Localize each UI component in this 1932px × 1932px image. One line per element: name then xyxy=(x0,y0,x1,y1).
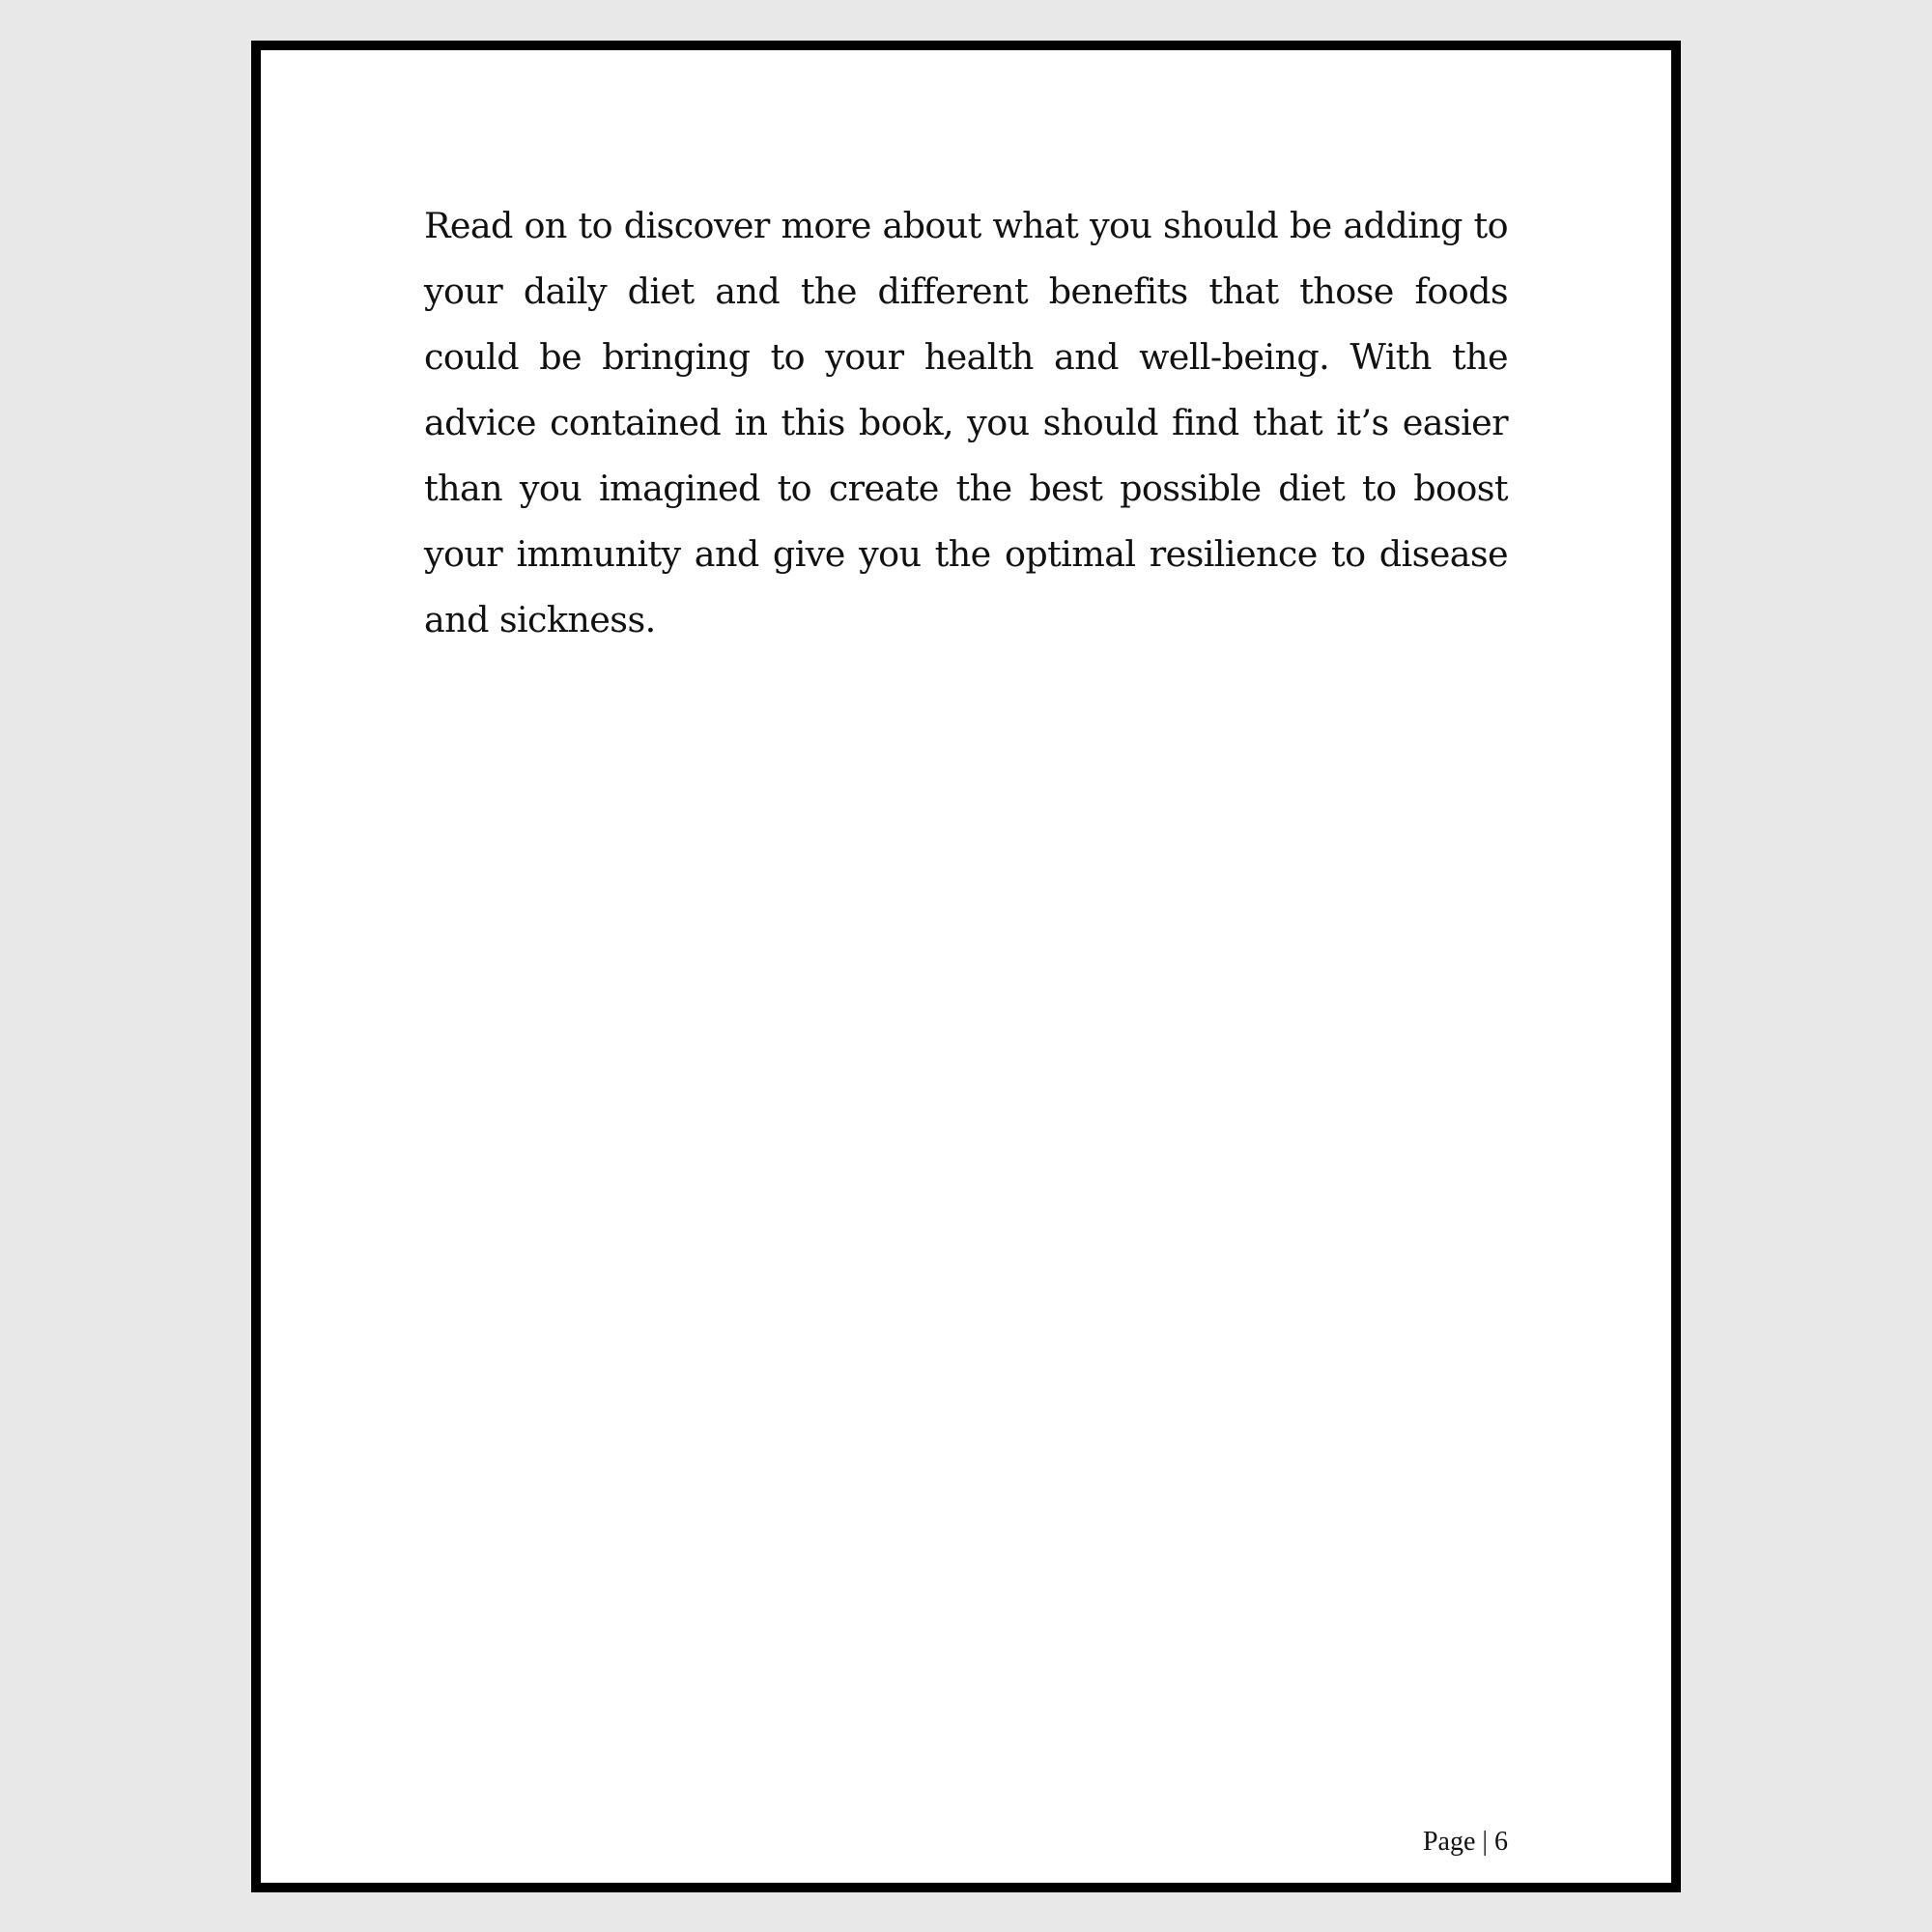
document-page xyxy=(251,41,1681,1892)
page-number: 6 xyxy=(1494,1827,1508,1857)
page-label: Page xyxy=(1422,1827,1476,1857)
page-number-footer xyxy=(1423,1826,1508,1859)
body-paragraph: Read on to discover more about what you should be adding to your daily diet and the different benefits that those foods could be bringing to your health and well-being. With the advice contained in this book, you should find that it’s easier than you imagined to create the best possible diet to boost your immunity and give you the optimal resilience to disease and sickness. xyxy=(424,205,1508,640)
page-separator: | xyxy=(1482,1827,1488,1857)
